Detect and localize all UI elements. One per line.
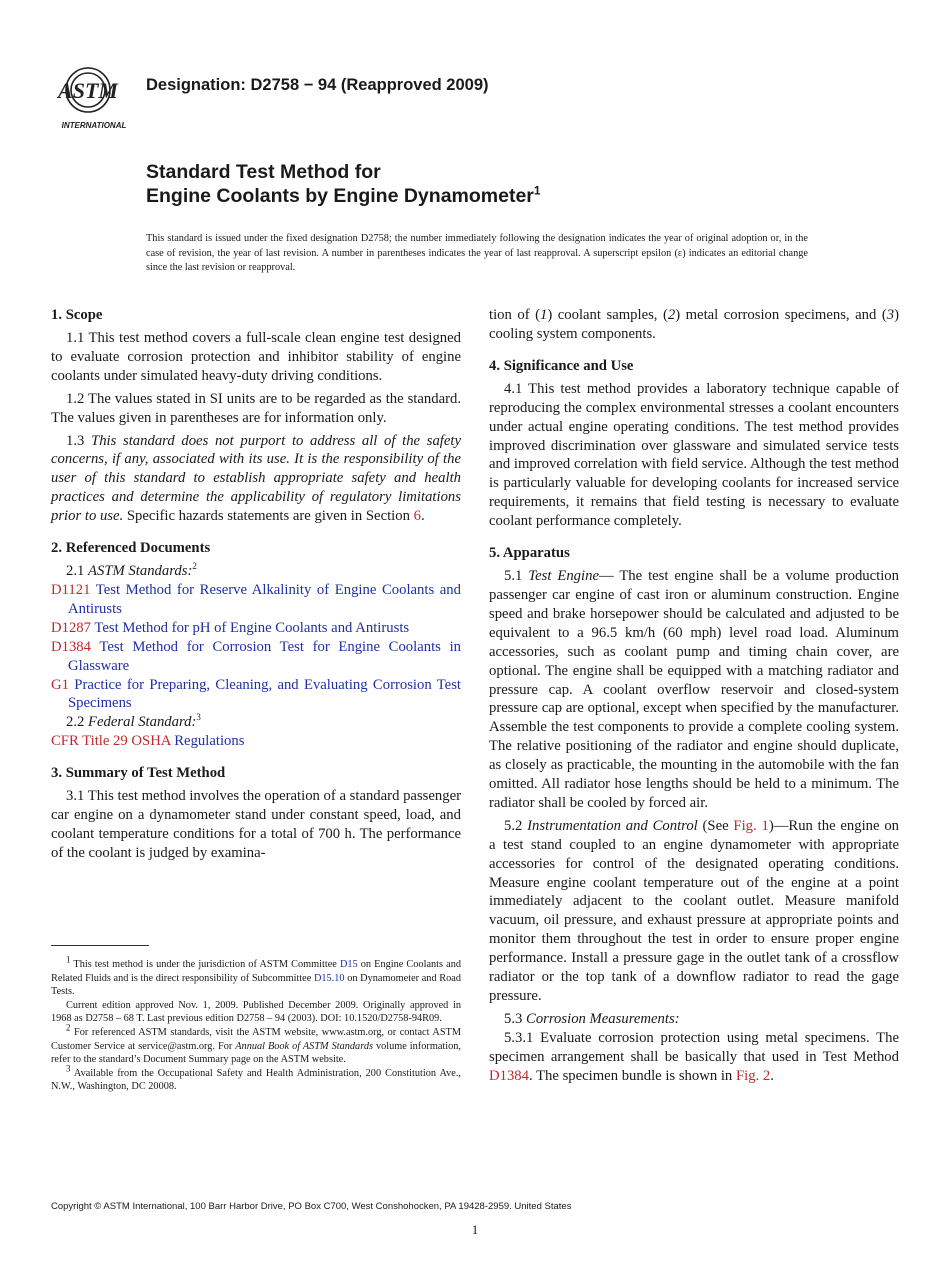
paragraph-5-3-1-text-a: 5.3.1 Evaluate corrosion protection using metal specimens. The specimen arrangement shall be basically that used in Test Method <box>489 1029 899 1065</box>
figure-2-link[interactable]: Fig. 2 <box>735 1067 771 1084</box>
paragraph-1-3 <box>51 432 461 527</box>
footnotes <box>51 954 461 1094</box>
reference-item[interactable] <box>51 619 461 638</box>
paragraph-3-1: 3.1 This test method involves the operation of a standard passenger car engine on a dynamometer stand under constant speed, load, and coolant temperature conditions for a total of 700 h. The performance of the coolant is judged by examina- <box>51 788 461 861</box>
reference-item[interactable] <box>51 581 461 619</box>
paragraph-1-3-italic: This standard does not purport to address all of the safety concerns, if any, associated with its use. It is the responsibility of the user of this standard to establish appropriate safety and health practices and determine the applicability of regulatory limitations prior to use. <box>51 432 462 525</box>
reference-item[interactable] <box>51 676 461 714</box>
reference-item[interactable] <box>51 638 461 676</box>
reference-item-cfr[interactable] <box>51 732 461 751</box>
reference-code[interactable]: D1384 <box>51 638 91 655</box>
section-heading-referenced-documents: 2. Referenced Documents <box>51 540 211 557</box>
federal-standard-text: Federal Standard: <box>88 714 197 731</box>
footnote-divider <box>51 945 149 946</box>
paragraph-3-1-continued <box>489 306 899 344</box>
right-column <box>489 306 899 1086</box>
footnote-1-mark: 1 <box>66 954 71 965</box>
federal-standard-number: 2.2 <box>66 714 89 731</box>
left-column <box>51 306 461 863</box>
footnote-2-italic: Annual Book of ASTM Standards <box>235 1040 373 1052</box>
subcommittee-d15-10-link[interactable]: D15.10 <box>313 972 345 984</box>
astm-logo <box>54 58 134 132</box>
paragraph-5-2-text: )—Run the engine on a test stand coupled to an engine dynamometer with appropriate accessories for control of the designated operating conditions. Measure engine coolant temperature out of the engine at a point immediately adjacent to the coolant outlet. Measure manifold vacuum, oil pressure, and exhaust pressure at appropriate points and monitor them throughout the test in order to ensure proper engine performance. Install a pressure gage in the outlet tank of a crossflow radiator or the top tank of a downflow radiator to read the gage pressure. <box>489 817 900 1004</box>
paragraph-1-3-end: . <box>420 508 425 525</box>
reference-code[interactable]: D1121 <box>51 581 91 598</box>
paragraph-5-2-number: 5.2 <box>504 817 528 834</box>
section-heading-scope: 1. Scope <box>51 307 103 323</box>
paragraph-5-1 <box>489 567 899 813</box>
paragraph-5-3-label: Corrosion Measurements: <box>526 1010 680 1027</box>
astm-standards-text: ASTM Standards: <box>88 563 193 580</box>
designation: Designation: D2758 − 94 (Reapproved 2009) <box>146 76 489 94</box>
title-line-2 <box>146 184 541 208</box>
reference-title[interactable]: Test Method for Corrosion Test for Engine Coolants in Glassware <box>68 638 461 674</box>
paragraph-4-1: 4.1 This test method provides a laboratory technique capable of reproducing the complex environmental stresses a coolant encounters under actual engine operating conditions. The test method provides improved discrimination over glassware and simulated service tests and improved correlation with field service. Although the test method is particularly valuable for developing coolants for increased service requirements, it remains that field testing is necessary to evaluate coolant performance completely. <box>489 380 899 530</box>
paragraph-5-2 <box>489 817 899 1006</box>
copyright-notice: Copyright © ASTM International, 100 Barr Harbor Drive, PO Box C700, West Conshohocken, PA 19428-2959. United States <box>51 1201 572 1212</box>
continued-item-3: 3 <box>886 307 895 323</box>
section-6-link[interactable]: 6 <box>413 508 421 525</box>
committee-d15-link[interactable]: D15 <box>339 959 358 970</box>
d1384-link[interactable]: D1384 <box>489 1067 529 1084</box>
footnote-2-text-a: For referenced ASTM standards, visit the ASTM website, www.astm.org, or contact ASTM Customer Service at service@astm.org. For <box>51 1026 461 1052</box>
footnote-2 <box>51 1022 461 1067</box>
document-title <box>146 160 541 208</box>
reference-title[interactable]: Practice for Preparing, Cleaning, and Evaluating Corrosion Test Specimens <box>68 676 461 712</box>
continued-text-c: ) metal corrosion specimens, and ( <box>675 307 887 323</box>
reference-code[interactable]: G1 <box>51 676 69 693</box>
continued-item-1: 1 <box>540 307 548 323</box>
continued-text-a: tion of ( <box>489 307 540 323</box>
section-heading-summary: 3. Summary of Test Method <box>51 765 226 782</box>
issued-note: This standard is issued under the fixed designation D2758; the number immediately following the designation indicates the year of original adoption or, in the case of revision, the year of last revision. A number in parentheses indicates the year of last reapproval. A superscript epsilon (ε) indicates an editorial change since the last revision or reapproval. <box>146 233 808 273</box>
footnote-1-text-a: This test method is under the jurisdiction of ASTM Committee <box>70 959 340 970</box>
paragraph-5-2-label: Instrumentation and Control <box>527 817 698 834</box>
cfr-code[interactable]: CFR Title 29 OSHA <box>51 733 171 750</box>
title-line-1: Standard Test Method for <box>146 161 381 183</box>
section-heading-apparatus: 5. Apparatus <box>489 545 570 562</box>
paragraph-5-3-1 <box>489 1029 899 1086</box>
paragraph-5-2-pre: (See <box>697 817 734 834</box>
paragraph-1-2: 1.2 The values stated in SI units are to be regarded as the standard. The values given in parentheses are for information only. <box>51 390 461 426</box>
paragraph-5-1-text: — The test engine shall be a volume production passenger car engine of cast iron or aluminum construction. Engine speed and brake horsepower should be calculated and adjusted to be equivalent to a 96.5 km/h (60 mph) level road load. Aluminum accessories, such as coolant pump and timing chain cover, are optional. The engine shall be equipped with a matching radiator and pressure cap. A coolant overflow reservoir and closed-system pressure cap are optional, except when specified by the manufacturer. Assemble the test components to provide a complete cooling system. The relative positioning of the radiator and engine should duplicate, as closely as practicable, the mounting in the automobile with the fan omitted. All radiator hose lengths should be held to a minimum. The radiator shall be cooled by forced air. <box>489 568 899 811</box>
paragraph-1-1: 1.1 This test method covers a full-scale clean engine test designed to evaluate corrosion protection and inhibitor stability of engine coolants under simulated heavy-duty driving conditions. <box>51 330 461 384</box>
reference-code[interactable]: D1287 <box>51 619 91 636</box>
paragraph-5-3-1-end: . <box>770 1067 774 1084</box>
federal-standard-label <box>51 713 461 732</box>
title-line-2-text: Engine Coolants by Engine Dynamometer <box>146 185 534 207</box>
footnote-2-text-b: volume information, refer to the standard’s Document Summary page on the ASTM website. <box>51 1040 461 1066</box>
section-heading-significance: 4. Significance and Use <box>489 357 634 374</box>
footnote-3-text: Available from the Occupational Safety and Health Administration, 200 Constitution Ave., N.W., Washington, DC 20008. <box>51 1067 461 1093</box>
paragraph-1-3-rest: Specific hazards statements are given in Section <box>123 508 414 525</box>
reference-title[interactable]: Test Method for Reserve Alkalinity of Engine Coolants and Antirusts <box>68 581 461 617</box>
footnote-3 <box>51 1063 461 1094</box>
paragraph-5-3 <box>489 1010 899 1029</box>
title-footnote-mark: 1 <box>533 183 541 198</box>
continued-item-2: 2 <box>667 307 676 323</box>
footnote-3-mark: 3 <box>66 1063 71 1074</box>
footnote-1 <box>51 954 461 999</box>
astm-standards-label <box>51 562 461 581</box>
paragraph-5-1-label: Test Engine <box>528 568 599 585</box>
logo-text: ASTM <box>58 78 118 103</box>
footnote-2-mark: 2 <box>66 1022 71 1033</box>
continued-text-d: ) cooling system components. <box>489 307 899 342</box>
federal-standard-footnote-mark: 3 <box>196 712 201 723</box>
cfr-title[interactable]: Regulations <box>170 733 245 750</box>
footnote-1-text-c: on Dynamometer and Road Tests. <box>51 972 461 998</box>
paragraph-1-3-number: 1.3 <box>66 432 92 449</box>
page-number: 1 <box>471 1222 479 1237</box>
paragraph-5-1-number: 5.1 <box>504 568 529 585</box>
figure-1-link[interactable]: Fig. 1 <box>733 817 769 834</box>
logo-subtext: INTERNATIONAL <box>61 121 127 130</box>
paragraph-5-3-number: 5.3 <box>504 1010 527 1027</box>
astm-standards-footnote-mark: 2 <box>192 561 197 572</box>
reference-title[interactable]: Test Method for pH of Engine Coolants and Antirusts <box>90 619 410 636</box>
footnote-edition: Current edition approved Nov. 1, 2009. Published December 2009. Originally approved in 1968 as D2758 – 68 T. Last previous edition D2758 – 94 (2003). DOI: 10.1520/D2758-94R09. <box>51 999 461 1025</box>
continued-text-b: ) coolant samples, ( <box>547 307 668 323</box>
paragraph-5-3-1-text-b: . The specimen bundle is shown in <box>528 1067 736 1084</box>
astm-standards-number: 2.1 <box>66 563 89 580</box>
footnote-1-text-b: on Engine Coolants and Related Fluids and is the direct responsibility of Subcommittee <box>51 959 461 984</box>
